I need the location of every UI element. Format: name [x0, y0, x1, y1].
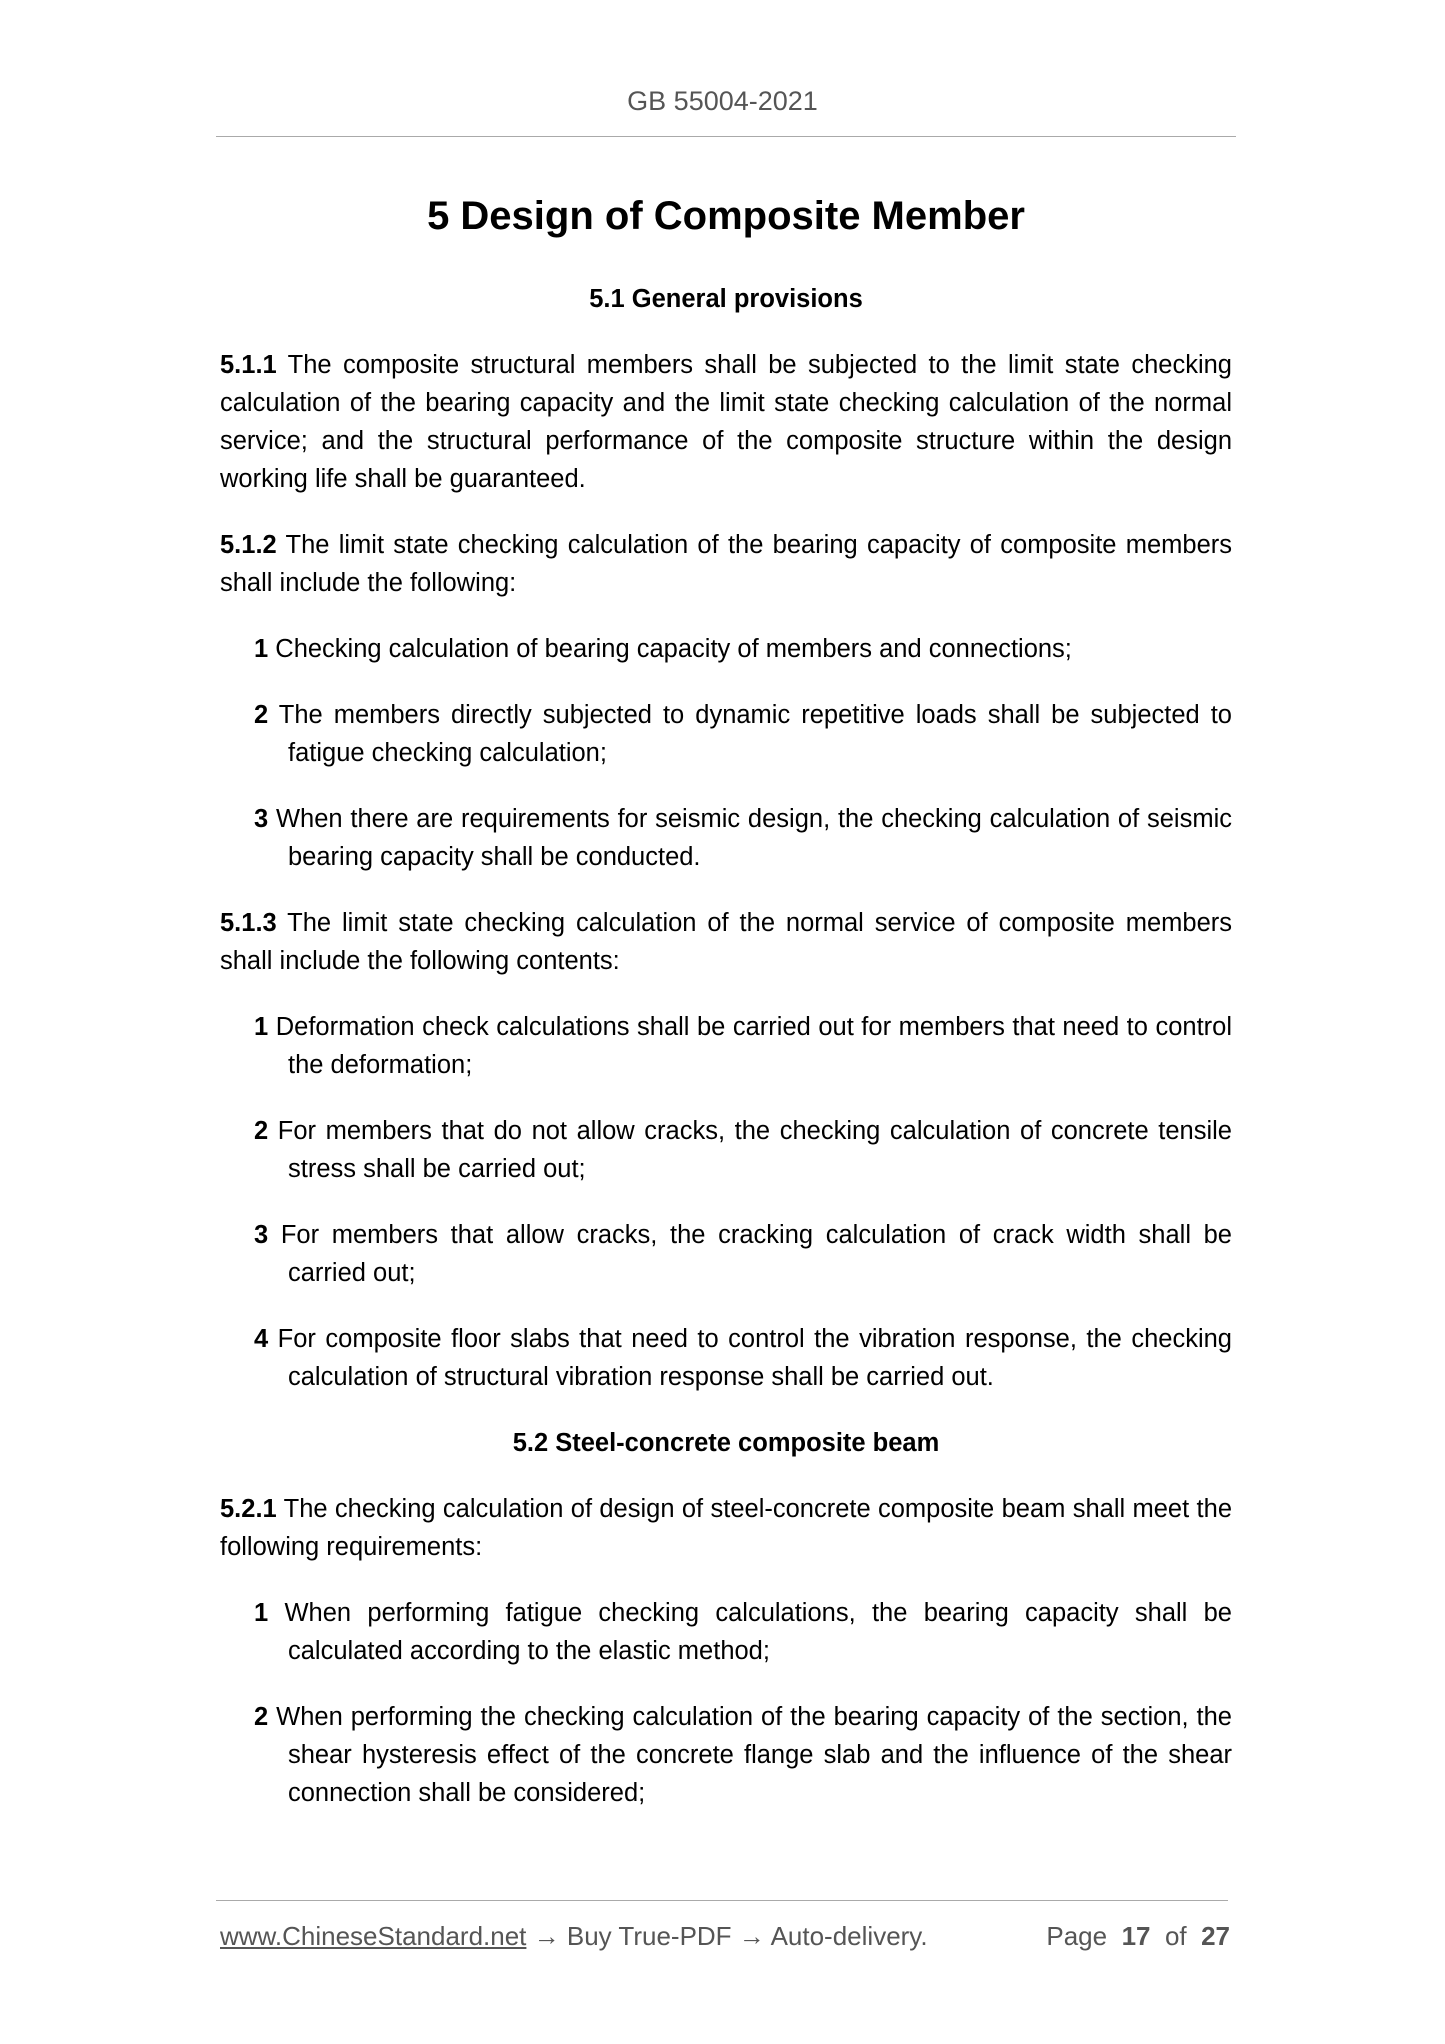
list-item	[254, 1698, 1232, 1812]
clause-number: 5.1.3	[220, 909, 277, 937]
clause-text: The limit state checking calculation of the normal service of composite members shall include the following contents:	[220, 909, 1232, 975]
item-text: When performing the checking calculation of the bearing capacity of the section, the shear hysteresis effect of the concrete flange slab and the influence of the shear connection shall be considered;	[276, 1703, 1232, 1807]
website-link[interactable]: www.ChineseStandard.net	[220, 1921, 527, 1951]
list-item	[254, 696, 1232, 772]
page-body	[220, 280, 1232, 1840]
list-item	[254, 1320, 1232, 1396]
item-text: The members directly subjected to dynamic repetitive loads shall be subjected to fatigue checking calculation;	[278, 701, 1232, 767]
item-number: 2	[254, 1117, 269, 1145]
list-item	[254, 1216, 1232, 1292]
clause-5-1-2	[220, 526, 1232, 602]
item-text: When there are requirements for seismic design, the checking calculation of seismic bearing capacity shall be conducted.	[275, 805, 1232, 871]
page-label: Page	[1046, 1921, 1108, 1951]
footer-divider	[216, 1900, 1228, 1901]
item-number: 1	[254, 635, 269, 663]
clause-5-1-3	[220, 904, 1232, 980]
clause-number: 5.2.1	[220, 1495, 277, 1523]
item-text: For composite floor slabs that need to control the vibration response, the checking calculation of structural vibration response shall be carried out.	[277, 1325, 1232, 1391]
list-item	[254, 1594, 1232, 1670]
list-item	[254, 1008, 1232, 1084]
item-text: Checking calculation of bearing capacity of members and connections;	[275, 635, 1072, 663]
page-footer	[220, 1921, 1230, 1952]
clause-5-2-1	[220, 1490, 1232, 1566]
section-heading-5-2: 5.2 Steel-concrete composite beam	[512, 1429, 940, 1457]
item-number: 2	[254, 701, 269, 729]
promo-text: → Buy True-PDF → Auto-delivery.	[526, 1921, 928, 1951]
page-number: 17	[1121, 1921, 1151, 1951]
chapter-title: 5 Design of Composite Member	[427, 194, 1025, 238]
item-text: Deformation check calculations shall be carried out for members that need to control the deformation;	[275, 1013, 1232, 1079]
page-total: 27	[1201, 1921, 1230, 1951]
item-text: For members that allow cracks, the cracking calculation of crack width shall be carried out;	[280, 1221, 1232, 1287]
clause-text: The checking calculation of design of steel-concrete composite beam shall meet the following requirements:	[220, 1495, 1233, 1561]
item-number: 1	[254, 1013, 269, 1041]
header-divider	[216, 136, 1236, 137]
clause-number: 5.1.2	[220, 531, 277, 559]
list-item	[254, 800, 1232, 876]
clause-5-1-1	[220, 346, 1232, 498]
item-number: 3	[254, 805, 269, 833]
clause-text: The limit state checking calculation of the bearing capacity of composite members shall include the following:	[220, 531, 1233, 597]
item-number: 2	[254, 1703, 269, 1731]
item-number: 3	[254, 1221, 269, 1249]
item-text: When performing fatigue checking calculations, the bearing capacity shall be calculated according to the elastic method;	[284, 1599, 1232, 1665]
item-number: 4	[254, 1325, 269, 1353]
list-item	[254, 1112, 1232, 1188]
item-text: For members that do not allow cracks, the checking calculation of concrete tensile stress shall be carried out;	[277, 1117, 1232, 1183]
clause-number: 5.1.1	[220, 351, 277, 379]
list-item	[254, 630, 1232, 668]
of-label: of	[1164, 1921, 1187, 1951]
page-indicator	[1046, 1921, 1230, 1952]
clause-text: The composite structural members shall be subjected to the limit state checking calculation of the bearing capacity and the limit state checking calculation of the normal service; and the structural performance of the composite structure within the design working life shall be guaranteed.	[220, 351, 1232, 493]
item-number: 1	[254, 1599, 269, 1627]
document-code-header: GB 55004-2021	[627, 86, 818, 116]
section-heading-5-1: 5.1 General provisions	[589, 285, 863, 313]
